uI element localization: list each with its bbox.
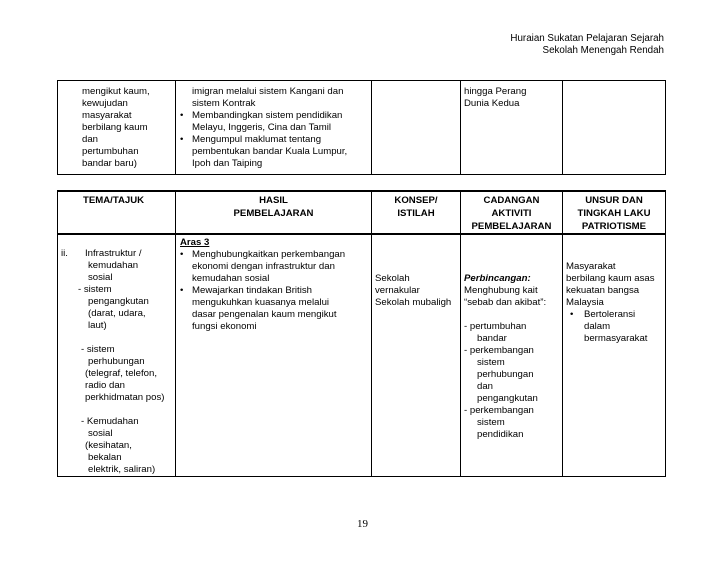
header-line-2: Sekolah Menengah Rendah [542, 45, 664, 56]
text-line: elektrik, saliran) [88, 464, 156, 475]
table-header-row [58, 191, 666, 234]
text-line: • Menghubungkaitkan perkembangan [192, 249, 346, 260]
aktiviti-cell [461, 234, 563, 477]
text-line: - sistem [78, 284, 112, 295]
activity-item [464, 321, 562, 345]
header-text: TEMA/TAJUK [83, 195, 145, 206]
text-line: sistem [477, 417, 505, 428]
cont-unsur-cell [563, 81, 666, 175]
header-unsur [563, 191, 666, 234]
text-line: • Bertoleransi [584, 309, 636, 320]
cont-hasil-cell [176, 81, 372, 175]
header-text: ISTILAH [397, 208, 435, 219]
text-line: (telegraf, telefon, [85, 368, 157, 379]
aras-label: Aras 3 [180, 237, 210, 248]
text-line: ekonomi dengan infrastruktur dan [192, 261, 335, 272]
text-line: laut) [88, 320, 107, 331]
text-line: sistem Kontrak [192, 98, 256, 109]
text-line: masyarakat [82, 110, 132, 121]
text-line: berbilang kaum [82, 122, 148, 133]
text-line: dasar pengenalan kaum mengikut [192, 309, 337, 320]
text-line: bermasyarakat [584, 333, 648, 344]
text-line: bandar baru) [82, 158, 137, 169]
text-line: Melayu, Inggeris, Cina dan Tamil [192, 122, 332, 133]
item-number: ii. [61, 248, 68, 259]
tema-cell [58, 234, 176, 477]
cont-konsep-cell [372, 81, 461, 175]
text-line: Infrastruktur / [85, 248, 142, 259]
text-line: - perkembangan [464, 345, 534, 356]
text-line: Sekolah [375, 273, 410, 284]
text-line: pendidikan [477, 429, 524, 440]
text-line: mengikut kaum, [82, 86, 150, 97]
text-line: pengangkutan [88, 296, 149, 307]
text-line: - pertumbuhan [464, 321, 527, 332]
text-line: sosial [88, 272, 113, 283]
header-aktiviti [461, 191, 563, 234]
bullet-item [176, 285, 371, 333]
text-line: “sebab dan akibat”: [464, 297, 547, 308]
header-text: PATRIOTISME [581, 221, 647, 232]
page-number: 19 [357, 518, 368, 530]
unsur-cell [563, 234, 666, 477]
text-line: vernakular [375, 285, 420, 296]
table-row [58, 234, 666, 477]
cont-tema-cell [58, 81, 176, 175]
text-line: kewujudan [82, 98, 128, 109]
text-line: perhubungan [88, 356, 145, 367]
text-line: • Mengumpul maklumat tentang [192, 134, 322, 145]
header-text: CADANGAN [483, 195, 540, 206]
header-text: PEMBELAJARAN [471, 221, 552, 232]
bullet-item [566, 309, 665, 345]
activity-title: Perbincangan: [464, 273, 531, 284]
text-line: (kesihatan, [85, 440, 132, 451]
text-line: kemudahan [88, 260, 139, 271]
text-line: mengukuhkan kuasanya melalui [192, 297, 330, 308]
header-text: UNSUR DAN [585, 195, 643, 206]
header-text: KONSEP/ [394, 195, 438, 206]
header-konsep [372, 191, 461, 234]
text-line: imigran melalui sistem Kangani dan [192, 86, 344, 97]
text-line: pertumbuhan [82, 146, 139, 157]
text-line: Malaysia [566, 297, 604, 308]
bullet-item [176, 134, 371, 170]
text-line: - perkembangan [464, 405, 534, 416]
text-line: - Kemudahan [81, 416, 139, 427]
bullet-item [176, 110, 371, 134]
text-line: - sistem [81, 344, 115, 355]
konsep-cell [372, 234, 461, 477]
text-line: sosial [88, 428, 113, 439]
text-line: berbilang kaum asas [566, 273, 655, 284]
text-line: pembentukan bandar Kuala Lumpur, [192, 146, 348, 157]
header-hasil [176, 191, 372, 234]
header-tema [58, 191, 176, 234]
text-line: perkhidmatan pos) [85, 392, 165, 403]
text-line: bandar [477, 333, 507, 344]
text-line: • Membandingkan sistem pendidikan [192, 110, 343, 121]
text-line: Ipoh dan Taiping [192, 158, 263, 169]
text-line: Masyarakat [566, 261, 616, 272]
bullet-item [176, 249, 371, 285]
header-line-1: Huraian Sukatan Pelajaran Sejarah [510, 33, 664, 44]
text-line: fungsi ekonomi [192, 321, 257, 332]
text-line: dan [82, 134, 99, 145]
hasil-cell [176, 234, 372, 477]
header-text: HASIL [259, 195, 288, 206]
header-text: AKTIVITI [491, 208, 532, 219]
text-line: sistem [477, 357, 505, 368]
continuation-table [57, 80, 666, 175]
text-line: Sekolah mubaligh [375, 297, 452, 308]
cont-aktiviti-cell [461, 81, 563, 175]
text-line: radio dan [85, 380, 126, 391]
text-line: • Mewajarkan tindakan British [192, 285, 312, 296]
text-line: dalam [584, 321, 611, 332]
text-line: Dunia Kedua [464, 98, 520, 109]
text-line: Menghubung kait [464, 285, 538, 296]
header-text: PEMBELAJARAN [233, 208, 314, 219]
text-line: pengangkutan [477, 393, 538, 404]
text-line: hingga Perang [464, 86, 527, 97]
activity-item [464, 405, 562, 441]
text-line: kekuatan bangsa [566, 285, 640, 296]
text-line: bekalan [88, 452, 122, 463]
page-header [510, 33, 664, 57]
header-text: TINGKAH LAKU [577, 208, 651, 219]
text-line: perhubungan [477, 369, 534, 380]
syllabus-table [57, 190, 666, 477]
text-line: dan [477, 381, 494, 392]
text-line: (darat, udara, [88, 308, 146, 319]
activity-item [464, 345, 562, 405]
text-line: kemudahan sosial [192, 273, 270, 284]
